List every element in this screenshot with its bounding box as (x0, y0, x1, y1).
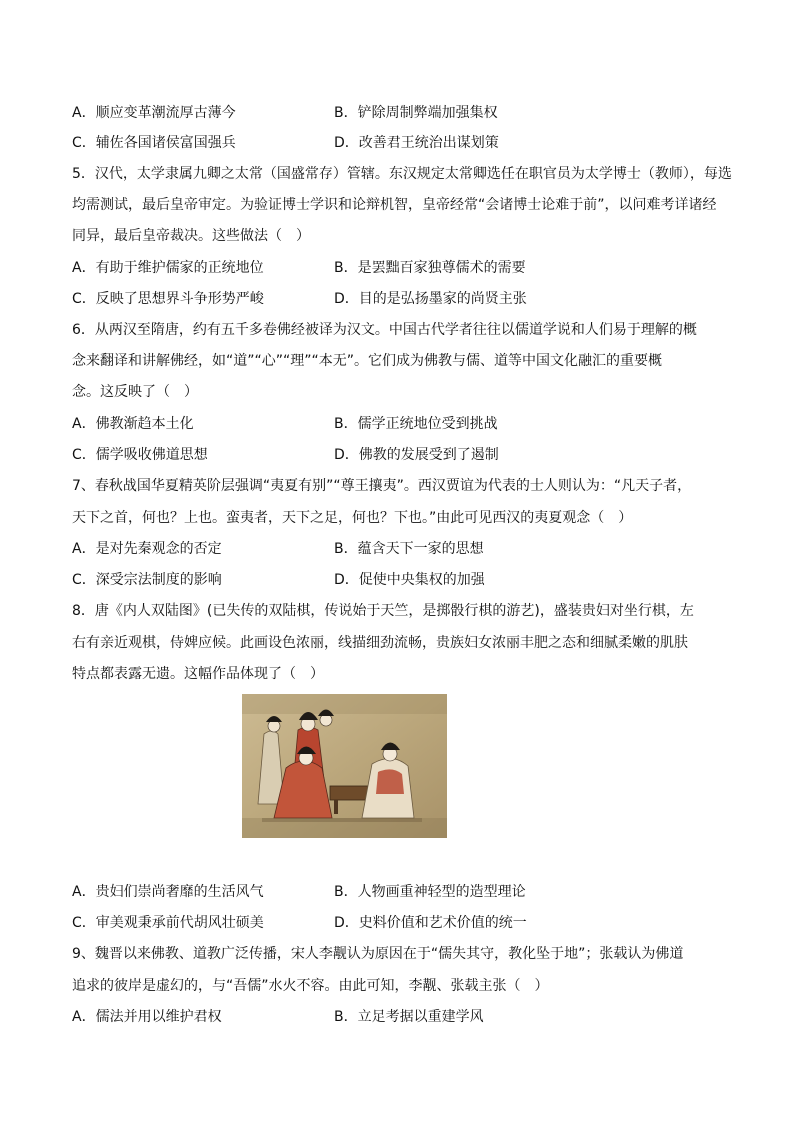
q8-stem-line-3: 特点都表露无遗。这幅作品体现了（ ） (72, 666, 324, 682)
q6-option-c: C．儒学吸收佛道思想 (72, 447, 208, 463)
q5-stem-line-2: 均需测试，最后皇帝审定。为验证博士学识和论辩机智，皇帝经常“会诸博士论难于前”，以问难考详诸经 (72, 197, 717, 213)
q8-option-a: A．贵妇们崇尚奢靡的生活风气 (72, 884, 264, 900)
q5-option-a: A．有助于维护儒家的正统地位 (72, 260, 264, 276)
q5-stem-line-3: 同异，最后皇帝裁决。这些做法（ ） (72, 228, 310, 244)
q4-option-b: B．铲除周制弊端加强集权 (334, 105, 498, 121)
q7-stem-line-1: 7、春秋战国华夏精英阶层强调“夷夏有别”“尊王攘夷”。西汉贾谊为代表的士人则认为：“凡天子者， (72, 478, 692, 494)
q7-option-a: A．是对先秦观念的否定 (72, 541, 222, 557)
q6-option-a: A．佛教渐趋本土化 (72, 416, 194, 432)
q6-option-d: D．佛教的发展受到了遏制 (334, 447, 499, 463)
q9-option-a: A．儒法并用以维护君权 (72, 1009, 222, 1025)
q6-stem-line-2: 念来翻译和讲解佛经，如“道”“心”“理”“本无”。它们成为佛教与儒、道等中国文化融汇的重要概 (72, 353, 663, 369)
q7-stem-line-2: 天下之首，何也？上也。蛮夷者，天下之足，何也？下也。”由此可见西汉的夷夏观念（ ） (72, 510, 633, 526)
q6-stem-line-3: 念。这反映了（ ） (72, 384, 198, 400)
q4-option-c: C．辅佐各国诸侯富国强兵 (72, 135, 236, 151)
q9-stem-line-2: 追求的彼岸是虚幻的，与“吾儒”水火不容。由此可知，李觏、张载主张（ ） (72, 978, 549, 994)
q8-option-b: B．人物画重神轻型的造型理论 (334, 884, 526, 900)
q8-stem-line-1: 8．唐《内人双陆图》(已失传的双陆棋，传说始于天竺，是掷骰行棋的游艺)，盛装贵妇对坐行棋，左 (72, 603, 694, 619)
q6-stem-line-1: 6．从两汉至隋唐，约有五千多卷佛经被译为汉文。中国古代学者往往以儒道学说和人们易于理解的概 (72, 322, 697, 338)
q8-stem-line-2: 右有亲近观棋，侍婢应候。此画设色浓丽，线描细劲流畅，贵族妇女浓丽丰肥之态和细腻柔嫩的肌肤 (72, 635, 688, 651)
q4-option-a: A．顺应变革潮流厚古薄今 (72, 105, 236, 121)
q5-stem-line-1: 5．汉代，太学隶属九卿之太常（国盛常存）管辖。东汉规定太常卿选任在职官员为太学博士（教师），每选 (72, 166, 732, 182)
q5-option-d: D．目的是弘扬墨家的尚贤主张 (334, 291, 527, 307)
painting-image (242, 694, 447, 838)
q5-option-c: C．反映了思想界斗争形势严峻 (72, 291, 264, 307)
q7-option-c: C．深受宗法制度的影响 (72, 572, 222, 588)
q5-option-b: B．是罢黜百家独尊儒术的需要 (334, 260, 526, 276)
q4-option-d: D．改善君王统治出谋划策 (334, 135, 499, 151)
q7-option-d: D．促使中央集权的加强 (334, 572, 485, 588)
q6-option-b: B．儒学正统地位受到挑战 (334, 416, 498, 432)
q8-option-d: D．史料价值和艺术价值的统一 (334, 915, 527, 931)
q9-option-b: B．立足考据以重建学风 (334, 1009, 484, 1025)
q8-option-c: C．审美观秉承前代胡风壮硕美 (72, 915, 264, 931)
q9-stem-line-1: 9、魏晋以来佛教、道教广泛传播，宋人李觏认为原因在于“儒失其守，教化坠于地”；张载认为佛道 (72, 946, 684, 962)
q7-option-b: B．蕴含天下一家的思想 (334, 541, 484, 557)
